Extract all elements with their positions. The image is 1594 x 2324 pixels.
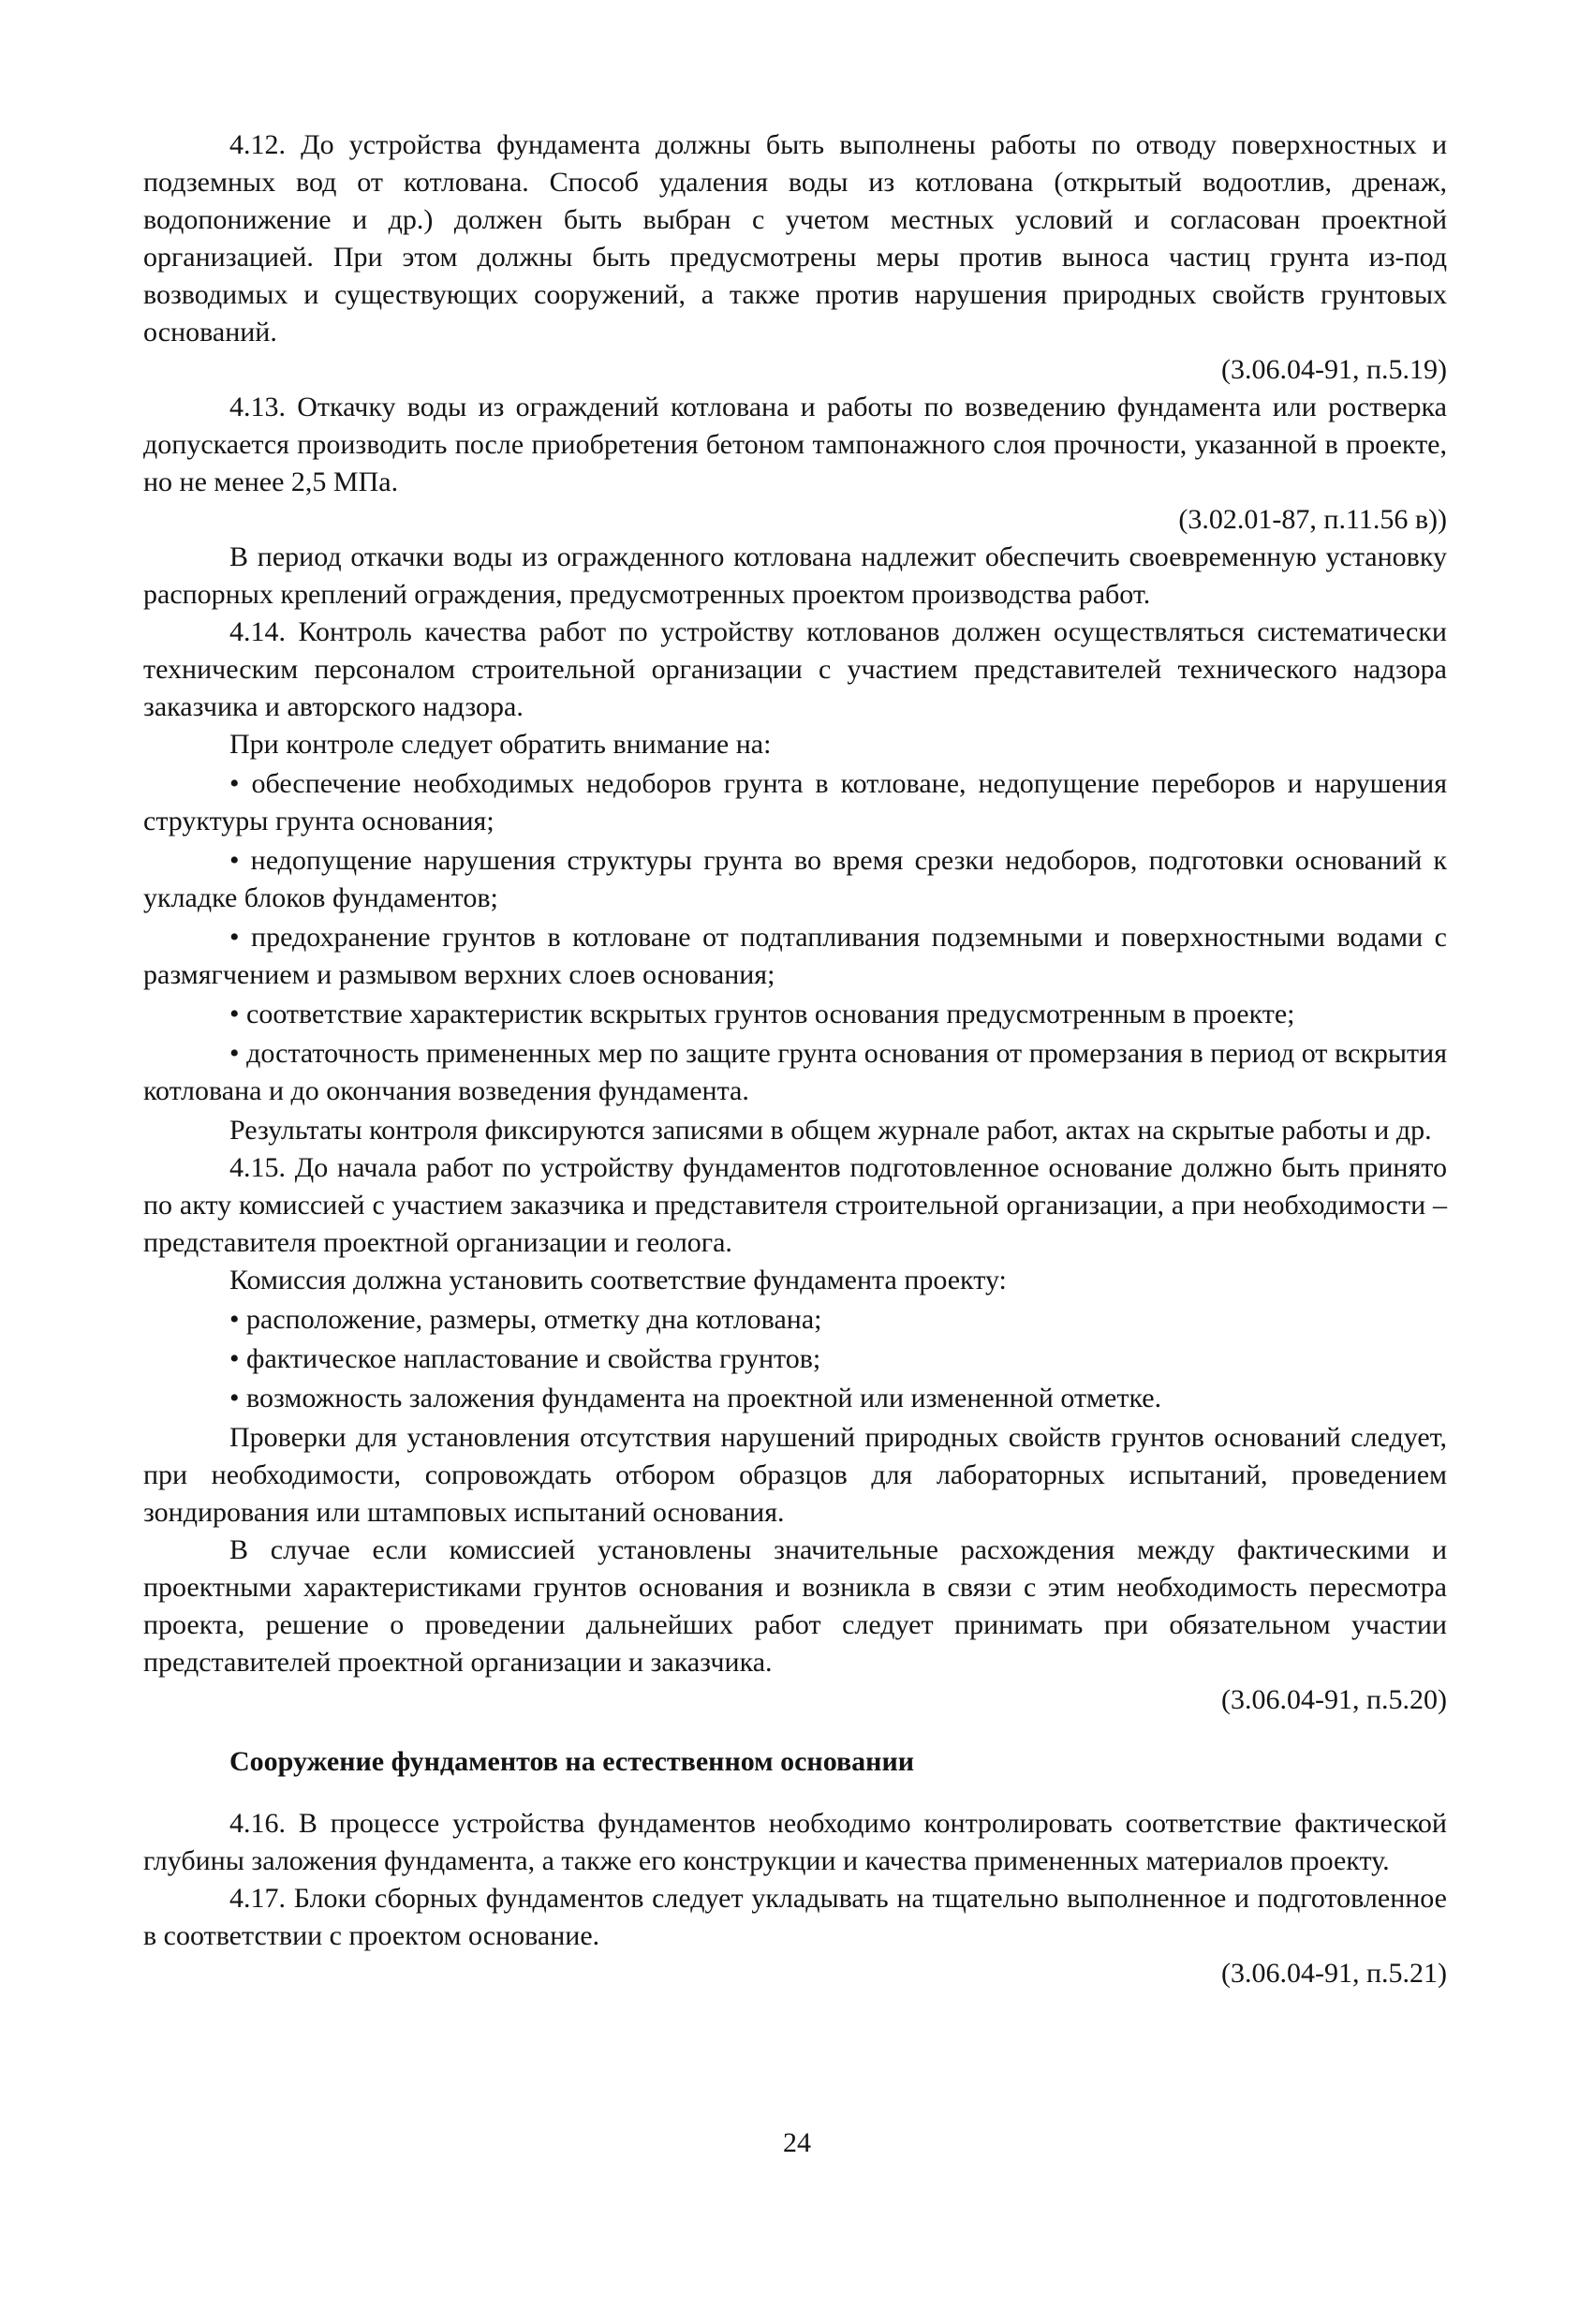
bullet-item: • соответствие характеристик вскрытых грунтов основания предусмотренным в проекте; <box>229 999 1295 1029</box>
bullet-item: • обеспечение необходимых недоборов грунта в котловане, недопущение переборов и нарушения структуры грунта основания; <box>143 768 1447 836</box>
paragraph-4-14: 4.14. Контроль качества работ по устройству котлованов должен осуществляться систематически техническим персоналом строительной организации с участием представителей технического надзора заказчика и авторского надзора. <box>143 616 1447 722</box>
paragraph: Комиссия должна установить соответствие фундамента проекту: <box>229 1265 1007 1295</box>
paragraph-4-16: 4.16. В процессе устройства фундаментов необходимо контролировать соответствие фактической глубины заложения фундамента, а также его конструкции и качества примененных материалов проекту. <box>143 1808 1447 1876</box>
bullet-item: • недопущение нарушения структуры грунта во время срезки недоборов, подготовки оснований к укладке блоков фундаментов; <box>143 845 1447 913</box>
paragraph: При контроле следует обратить внимание на: <box>229 729 772 760</box>
page-number: 24 <box>783 2127 811 2158</box>
paragraph-4-13: 4.13. Откачку воды из ограждений котлована и работы по возведению фундамента или ростверка допускается производить после приобретения бетоном тампонажного слоя прочности, указанной в проекте, но не менее 2,5 МПа. <box>143 392 1447 497</box>
reference-note: (3.02.01-87, п.11.56 в)) <box>1178 504 1447 535</box>
paragraph-4-17: 4.17. Блоки сборных фундаментов следует укладывать на тщательно выполненное и подготовленное в соответствии с проектом основание. <box>143 1883 1447 1951</box>
bullet-item: • фактическое напластование и свойства грунтов; <box>229 1343 821 1374</box>
bullet-item: • предохранение грунтов в котловане от подтапливания подземными и поверхностными водами с размягчением и размывом верхних слоев основания; <box>143 922 1447 990</box>
bullet-item: • расположение, размеры, отметку дна котлована; <box>229 1304 822 1335</box>
paragraph: В период откачки воды из огражденного котлована надлежит обеспечить своевременную установку распорных креплений ограждения, предусмотренных проектом производства работ. <box>143 541 1447 610</box>
bullet-item: • достаточность примененных мер по защите грунта основания от промерзания в период от вскрытия котлована и до окончания возведения фундамента. <box>143 1038 1447 1106</box>
paragraph-4-15: 4.15. До начала работ по устройству фундаментов подготовленное основание должно быть принято по акту комиссией с участием заказчика и представителя строительной организации, а при необходимости – представителя проектной организации и геолога. <box>143 1152 1447 1258</box>
reference-note: (3.06.04-91, п.5.19) <box>1220 354 1447 385</box>
reference-note: (3.06.04-91, п.5.20) <box>1220 1684 1447 1715</box>
document-body <box>143 126 1447 1992</box>
paragraph: В случае если комиссией установлены значительные расхождения между фактическими и проектными характеристиками грунтов основания и возникла в связи с этим необходимость пересмотра проекта, решение о проведении дальнейших работ следует принимать при обязательном участии представителей проектной организации и заказчика. <box>143 1534 1447 1678</box>
paragraph: Результаты контроля фиксируются записями в общем журнале работ, актах на скрытые работы и др. <box>229 1115 1432 1146</box>
reference-note: (3.06.04-91, п.5.21) <box>1220 1958 1447 1989</box>
section-heading: Сооружение фундаментов на естественном основании <box>229 1746 915 1777</box>
paragraph: Проверки для установления отсутствия нарушений природных свойств грунтов оснований следует, при необходимости, сопровождать отбором образцов для лабораторных испытаний, проведением зондирования или штамповых испытаний основания. <box>143 1422 1447 1528</box>
paragraph-4-12: 4.12. До устройства фундамента должны быть выполнены работы по отводу поверхностных и подземных вод от котлована. Способ удаления воды из котлована (открытый водоотлив, дренаж, водопонижение и др.) должен быть выбран с учетом местных условий и согласован проектной организацией. При этом должны быть предусмотрены меры против выноса частиц грунта из-под возводимых и существующих сооружений, а также против нарушения природных свойств грунтовых оснований. <box>143 129 1447 348</box>
bullet-item: • возможность заложения фундамента на проектной или измененной отметке. <box>229 1383 1162 1414</box>
